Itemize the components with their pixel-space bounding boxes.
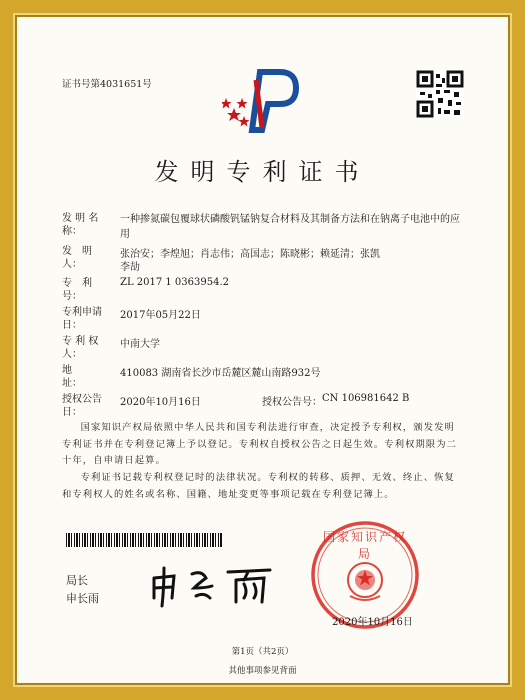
invention-name-value: 一种掺氮碳包覆球状磷酸钒锰钠复合材料及其制备方法和在钠离子电池中的应用 — [120, 214, 460, 240]
seal-date: 2020年10月16日 — [332, 617, 413, 628]
certificate-title: 发明专利证书 — [154, 158, 371, 186]
patent-number-label: 专 利 号： — [62, 278, 102, 302]
director-title: 局长 — [66, 574, 88, 587]
grant-pub-number-label: 授权公告号： — [262, 397, 322, 408]
certificate-number: 证书号第4031651号 — [62, 79, 152, 90]
director-signature — [140, 558, 290, 610]
grant-statement: 国家知识产权局依照中华人民共和国专利法进行审查，决定授予专利权，颁发发明专利证书并在专利登记簿上予以登记。专利权自授权公告之日起生效。专利权期限为二十年，自申请日起算。 — [62, 422, 458, 466]
patentee-label: 专 利 权 人： — [62, 336, 99, 360]
seal-text: 国家知识产权局 — [322, 530, 407, 561]
grant-date-value: 2020年10月16日 — [120, 397, 201, 408]
patent-number-row — [62, 277, 120, 303]
footer-note: 其他事项参见背面 — [228, 666, 297, 676]
invention-name-label: 发 明 名 称： — [62, 213, 99, 237]
barcode-icon — [66, 533, 222, 547]
inventors-row — [62, 245, 120, 271]
patentee-value: 中南大学 — [120, 339, 160, 350]
filing-date-value: 2017年05月22日 — [120, 310, 201, 321]
grant-pub-number-value: CN 106981642 B — [322, 393, 410, 404]
inventors-label: 发 明 人： — [62, 246, 102, 270]
address-label: 地 址： — [62, 365, 102, 389]
address-value: 410083 湖南省长沙市岳麓区麓山南路932号 — [120, 368, 321, 379]
qr-code-icon — [416, 70, 464, 118]
cnipa-logo-icon — [222, 68, 304, 134]
patent-number-value: ZL 2017 1 0363954.2 — [120, 277, 230, 288]
filing-date-row — [62, 306, 120, 332]
filing-date-label: 专利申请日： — [62, 307, 102, 331]
inventors-value-line2: 李劼 — [120, 262, 140, 273]
grant-date-label: 授权公告日： — [62, 394, 102, 418]
inventors-value: 张治安；李煌旭；肖志伟；高国志；陈晓彬；赖延清；张凯 — [120, 249, 380, 260]
page-number: 第1页（共2页） — [231, 647, 294, 657]
address-row — [62, 364, 120, 390]
legal-status-statement: 专利证书记载专利权登记时的法律状况。专利权的转移、质押、无效、终止、恢复和专利权人的姓名或名称、国籍、地址变更等事项记载在专利登记簿上。 — [62, 472, 455, 500]
grant-date-row — [62, 393, 120, 419]
invention-name-row — [62, 212, 120, 238]
director-name: 申长雨 — [66, 592, 99, 605]
patentee-row — [62, 335, 120, 361]
